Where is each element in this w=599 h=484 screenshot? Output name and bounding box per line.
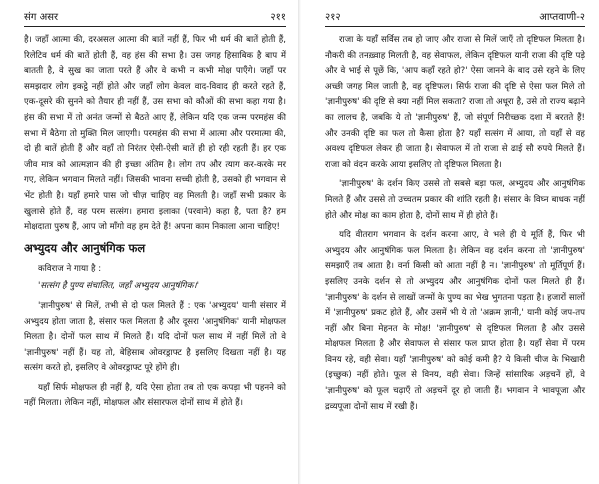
quote-intro: कविराज ने गाया है : <box>38 263 102 274</box>
left-paragraph-1: है। जहाँ आत्मा की, दरअसल आत्मा की बातें नहीं हैं, फिर भी धर्म की बातें होती हैं, रिलेटिव धर्म की बातें होती हैं, वह हंस की सभा है। उस जगह हिसाबिक है बाप में बातती है, वे सुख का जाता परते हैं और वे कभी न कभी मोक्ष पाएँगे। जहाँ पर समझदार लोग इकट्ठे नहीं होते और जहाँ लोग केवल वाद-विवाद ही करते रहते हैं, एक-दूसरे की सुनने को तैयार ही नहीं हैं, उस सभा को कौओं की सभा कहा गया है। हंस की सभा में तो अनंत जन्मों से बैठते आए हैं, लेकिन यदि एक जन्म परमहंस की सभा में बैठेगा तो मुक्ति मिल जाएगी। परमहंस की सभा में आत्मा और परमात्मा की, दो ही बातें होती हैं और वहाँ तो निरंतर ऐसी-ऐसी बातें ही हो रही रहती हैं। हर एक जीव मात्र को आत्मज्ञान की ही इच्छा अंतिम है। लोग तप और त्याग कर-करके मर गए, लेकिन भगवान मिलते नहीं। जिसकी भावना सच्ची होती है, उसको ही भगवान से भेंट होती है। यहाँ हमारे पास जो चीज़ चाहिए वह मिलती है। जहाँ सभी प्रकार के खुलासे होते हैं, वह परम सत्संग। हमारा इलाका (परवाने) कहा है, पता है? हम मोक्षदाता पुरुष हैं, आप जो माँगो वह हम देते हैं! अपना काम निकाला आना चाहिए! <box>24 35 286 233</box>
left-paragraph-3: यहाँ सिर्फ मोक्षफल ही नहीं है, यदि ऐसा होता तब तो एक कपड़ा भी पहनने को नहीं मिलता। लेकिन नहीं, मोक्षफल और संसारफल दोनों साथ में होते हैं। <box>24 382 286 409</box>
section-heading: अभ्युदय और आनुषंगिक फल <box>24 240 146 255</box>
running-header-left: संग असर <box>24 12 59 23</box>
right-paragraph-3: यदि वीतराग भगवान के दर्शन करना आए, वे भले ही ये मूर्ति हैं, फिर भी अभ्युदय और आनुषंगिक फल मिलता है। लेकिन वह दर्शन करना तो 'ज्ञानीपुरुष' समझाएँ तब आता है। वर्ना किसी को आता नहीं है न। 'ज्ञानीपुरुष' तो मूर्तिपूर्ण हैं। इसलिए उनके दर्शन से तो अभ्युदय और आनुषंगिक दोनों फल मिलते ही हैं। 'ज्ञानीपुरुष' के दर्शन से लाखों जन्मों के पुण्य का भेख भुगतना पड़ता है। हजारों सालों में 'ज्ञानीपुरुष' प्रकट होते हैं, और उसमें भी ये तो 'अक्रम ज्ञानी,' यानी कोई जप-तप नहीं और बिना मेहनत के मोक्ष! 'ज्ञानीपुरुष' से दृष्टिफल मिलता है और उससे मोक्षफल मिलता है और सेवाफल से संसार फल प्राप्त होता है। यहाँ सेवा में परम विनय रहे, वही सेवा। यहाँ 'ज्ञानीपुरुष' को कोई कमी है? ये किसी चीज के भिखारी (इच्छुक) नहीं होते। फूल से विनय, वही सेवा। जिन्हें सांसारिक अड़चनें हों, वे 'ज्ञानीपुरुष' को फूल चढ़ाएँ तो अड़चनें दूर हो जाती हैं। भगवान ने भावपूजा और द्रव्यपूजा दोनों साथ में रखी हैं। <box>325 230 585 412</box>
left-page-header <box>24 10 286 27</box>
right-page-header <box>325 10 585 27</box>
left-page <box>0 0 296 484</box>
right-page <box>303 0 599 484</box>
left-paragraph-2: 'ज्ञानीपुरुष' से मिलें, तभी से दो फल मिलते हैं : एक 'अभ्युदय' यानी संसार में अभ्युदय होता जाता है, संसार फल मिलता है और दूसरा 'आनुषंगिक' यानी मोक्षफल मिलता है। दोनों फल साथ में मिलते हैं। यदि दोनों फल साथ में नहीं मिलें तो वे 'ज्ञानीपुरुष' नहीं हैं। यह तो, बेहिसाब ओवरड्राफ्ट है इसलिए दिखता नहीं है। यह सत्संग करते हो, इसलिए वे ओवरड्राफ्ट पूरे होंगे ही। <box>24 300 286 374</box>
book-gutter <box>298 0 301 484</box>
verse-quote: 'सत्संग है पुण्य संचालित, जहाँ अभ्युदय आनुषंगिक।' <box>38 281 199 292</box>
right-page-number: २१२ <box>325 12 341 23</box>
right-paragraph-2: 'ज्ञानीपुरुष' के दर्शन किए उससे तो सबसे बड़ा फल, अभ्युदय और आनुषंगिक मिलते हैं और उससे तो उच्चतम प्रकार की शांति रहती है। संसार के विघ्न बाधक नहीं होते और मोक्ष का काम होता है, दोनों साथ में ही होते हैं। <box>325 179 585 221</box>
right-paragraph-1: राजा के यहाँ सर्विस तब हो जाए और राजा से मिलें जाएँ तो दृष्टिफल मिलता है। नौकरी की तनख़्वाह मिलती है, वह सेवाफल, लेकिन दृष्टिफल यानी राजा की दृष्टि पड़े और वे भाई से पूछें कि, 'आप कहाँ रहते हो?' ऐसा जानने के बाद उसे रहने के लिए अच्छी जगह मिल जाती है, वह दृष्टिफल। सिर्फ राजा की दृष्टि से ऐसा फल मिले तो 'ज्ञानीपुरुष' की दृष्टि से क्या नहीं मिल सकता? राजा तो अधूरा है, उसे तो राज्य बढ़ाने का लालच है, जबकि ये तो 'ज्ञानीपुरुष' हैं, जो संपूर्ण निरीच्छक दशा में बरतते हैं! और उनकी दृष्टि का फल तो कैसा होता है? यहाँ सत्संग में आया, तो यहाँ से वह अवश्य दृष्टिफल लेकर ही जाता है। सेवाफल में तो राजा से ढाई सौ रुपये मिलते हैं। राजा को वंदन करके आया इसलिए तो दृष्टिफल मिलता है। <box>325 35 585 170</box>
running-header-right: आप्तवाणी-२ <box>539 12 585 23</box>
left-page-number: २११ <box>270 12 286 23</box>
